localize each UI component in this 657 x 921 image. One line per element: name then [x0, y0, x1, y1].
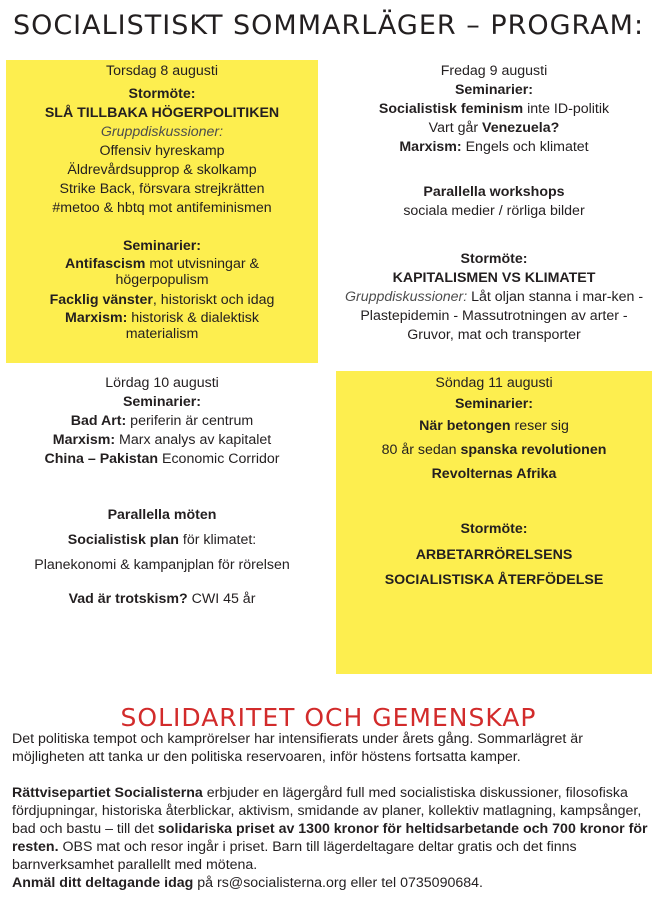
- saturday-seminar-label: Seminarier:: [122, 394, 202, 410]
- footer-text: [12, 730, 648, 910]
- thursday-date: Torsdag 8 augusti: [106, 63, 218, 79]
- friday-seminar-item: Marxism: Engels och klimatet: [399, 139, 589, 155]
- saturday-date: Lördag 10 augusti: [105, 375, 219, 391]
- sunday-box: [336, 371, 652, 674]
- thursday-seminar-item: Marxism: historisk & dialektisk materialism: [65, 310, 259, 342]
- saturday-plan: Socialistisk plan för klimatet:: [67, 532, 257, 548]
- sunday-seminar-item: När betongen reser sig: [419, 418, 569, 434]
- thursday-group-item: Offensiv hyreskamp: [99, 143, 225, 159]
- footer-signup: Anmäl ditt deltagande idag på rs@socialisterna.org eller tel 0735090684.: [12, 875, 483, 891]
- sunday-stormote-label: Stormöte:: [460, 521, 528, 537]
- saturday-seminar-item: Bad Art: periferin är centrum: [70, 413, 254, 429]
- saturday-seminar-item: China – Pakistan Economic Corridor: [44, 451, 280, 467]
- sunday-seminar-item: 80 år sedan spanska revolutionen: [381, 442, 607, 458]
- friday-workshop-text: sociala medier / rörliga bilder: [403, 203, 585, 219]
- friday-box: [336, 60, 652, 350]
- saturday-box: [6, 372, 318, 622]
- thursday-group-item: Strike Back, försvara strejkrätten: [59, 181, 265, 197]
- thursday-box: [6, 60, 318, 363]
- friday-group-discussion: Gruppdiskussioner: Låt oljan stanna i mar-ken - Plastepidemin - Massutrotningen av arter - Gruvor, mat och transporter: [344, 289, 644, 343]
- thursday-seminar-item: Antifascism mot utvisningar & högerpopulism: [65, 256, 259, 288]
- thursday-stormote-label: Stormöte:: [128, 86, 196, 102]
- friday-seminar-item: Socialistisk feminism inte ID-politik: [378, 101, 610, 117]
- thursday-group-item: #metoo & hbtq mot antifeminismen: [52, 200, 272, 216]
- friday-seminar-label: Seminarier:: [454, 82, 534, 98]
- section-subtitle: SOLIDARITET OCH GEMENSKAP: [120, 703, 537, 732]
- friday-workshop-label: Parallella workshops: [423, 184, 565, 200]
- thursday-group-label: Gruppdiskussioner:: [100, 124, 224, 140]
- sunday-seminar-item: Revolternas Afrika: [431, 466, 557, 482]
- friday-stormote-label: Stormöte:: [460, 251, 528, 267]
- friday-stormote-title: KAPITALISMEN VS KLIMATET: [392, 270, 596, 286]
- thursday-seminar-label: Seminarier:: [122, 238, 202, 254]
- friday-seminar-item: Vart går Venezuela?: [428, 120, 560, 136]
- sunday-date: Söndag 11 augusti: [435, 375, 553, 391]
- saturday-meetings-label: Parallella möten: [107, 507, 217, 523]
- thursday-seminar-item: Facklig vänster, historiskt och idag: [49, 292, 275, 308]
- footer-paragraph-intro: Det politiska tempot och kamprörelser har intensifierats under årets gång. Sommarlägret är möjligheten att tanka ur den politiska reservoaren, inför höstens fortsatta kamper.: [12, 731, 583, 765]
- sunday-stormote-line1: ARBETARRÖRELSENS: [415, 547, 573, 563]
- page-title: SOCIALISTISKT SOMMARLÄGER – PROGRAM:: [12, 10, 645, 41]
- footer-paragraph-offer: Rättvisepartiet Socialisterna erbjuder en lägergård full med socialistiska diskussioner, filosofiska fördjupningar, historiska återblickar, aktivism, smidande av planer, kollektiv matlagning, kampsånger, bad och bastu – till det solidariska priset av 1300 kronor för heltidsarbetande och 700 kronor för resten. OBS mat och resor ingår i priset. Barn till lägerdeltagare deltar gratis och det finns barnverksamhet parallellt med mötena.: [12, 785, 648, 873]
- saturday-seminar-item: Marxism: Marx analys av kapitalet: [52, 432, 272, 448]
- sunday-seminar-label: Seminarier:: [454, 396, 534, 412]
- saturday-trotskism: Vad är trotskism? CWI 45 år: [68, 591, 256, 607]
- sunday-stormote-line2: SOCIALISTISKA ÅTERFÖDELSE: [384, 572, 604, 588]
- friday-date: Fredag 9 augusti: [440, 63, 548, 79]
- thursday-stormote-title: SLÅ TILLBAKA HÖGERPOLITIKEN: [44, 105, 280, 121]
- thursday-group-item: Äldrevårdsupprop & skolkamp: [67, 162, 257, 178]
- saturday-plan-line2: Planekonomi & kampanjplan för rörelsen: [34, 557, 290, 573]
